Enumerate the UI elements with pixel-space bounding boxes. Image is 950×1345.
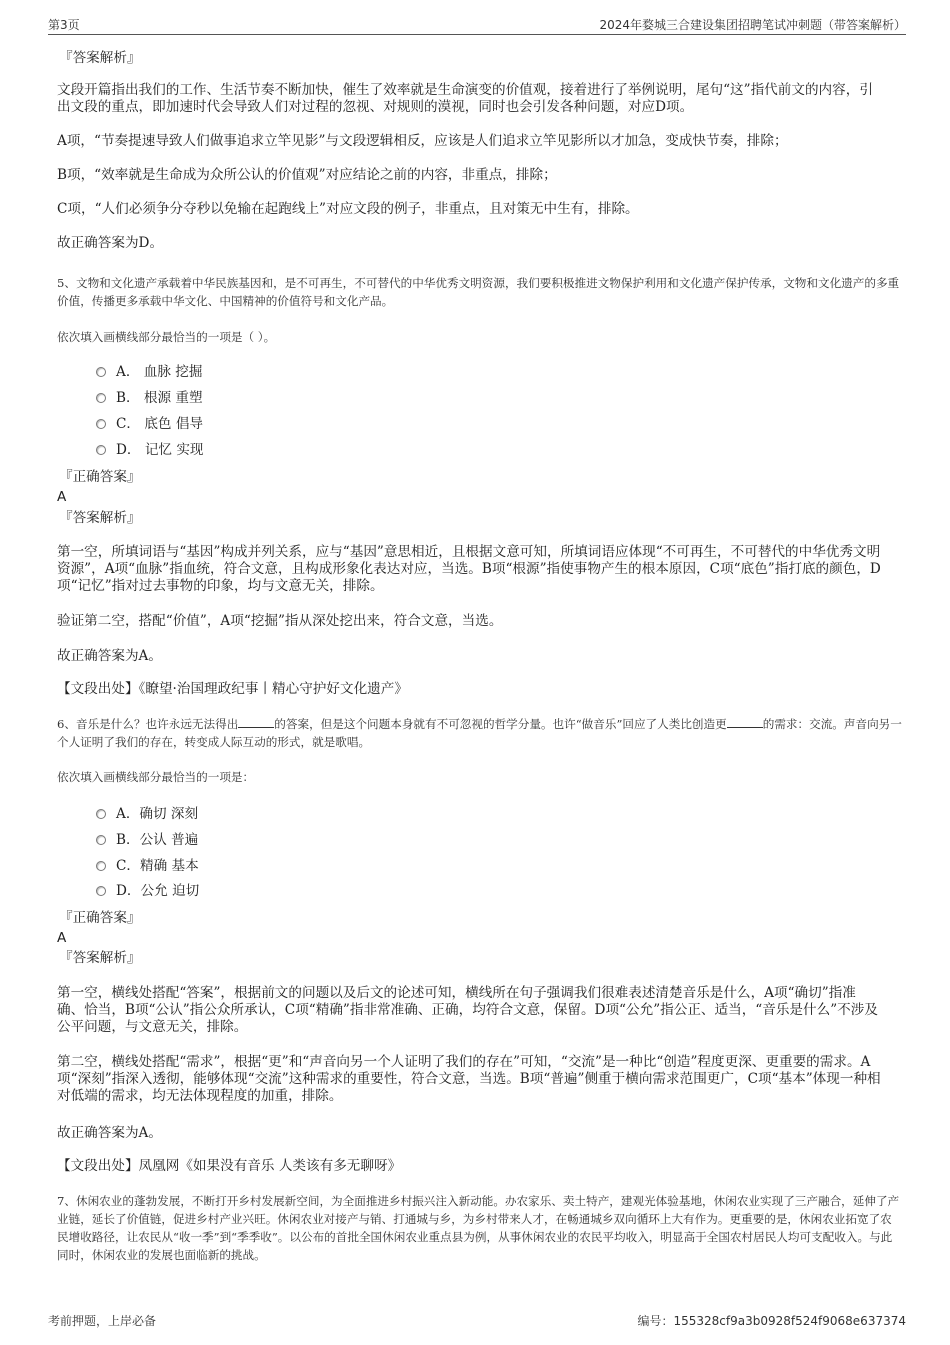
- question-stem: 7、休闲农业的蓬勃发展，不断打开乡村发展新空间，为全面推进乡村振兴注入新动能。办农家乐、卖土特产，建观光体验基地，休闲农业实现了三产融合，延伸了产业链，延长了价值链，促进乡村产业兴旺。休闲农业对接产与销、打通城与乡，为乡村带来人才，在畅通城乡双向循环上大有作为。更重要的是，休闲农业拓宽了农民增收路径，让农民从“收一季”到“季季收”。以公布的首批全国休闲农业重点县为例，从事休闲农业的农民平均收入，明显高于全国农村居民人均可支配收入。与此同时，休闲农业的发展也面临新的挑战。: [57, 1194, 900, 1262]
- analysis-paragraph: 第二空，横线处搭配“需求”，根据“更”和“声音向另一个人证明了我们的存在”可知，“交流”是一种比“创造”程度更深、更重要的需求。A项“深刻”指深入透彻，能够体现“交流”这种需求的重要性，符合文意，当选。B项“普遍”侧重于横向需求范围更广，C项“基本”体现一种相对低端的需求，均无法体现程度的加重，排除。: [57, 1054, 881, 1104]
- document-id: 编号：155328cf9a3b0928f524f9068e637374: [637, 1314, 906, 1328]
- analysis-label: 『答案解析』: [59, 950, 141, 966]
- analysis-paragraph: A项，“节奏提速导致人们做事追求立竿见影”与文段逻辑相反，应该是人们追求立竿见影所以才加急，变成快节奏，排除；: [57, 133, 788, 149]
- radio-icon[interactable]: [96, 861, 106, 871]
- option-a[interactable]: A．确切 深刻: [96, 805, 198, 823]
- analysis-paragraph: 文段开篇指出我们的工作、生活节奏不断加快，催生了效率就是生命演变的价值观，接着进行了举例说明，尾句“这”指代前文的内容，引出文段的重点，即加速时代会导致人们对过程的忽视、对规则的漠视，同时也会引发各种问题，对应D项。: [57, 82, 873, 115]
- passage-source: 【文段出处】《瞭望·治国理政纪事丨精心守护好文化遗产》: [57, 681, 408, 697]
- option-b[interactable]: B． 根源 重塑: [96, 389, 203, 407]
- passage-source: 【文段出处】凤凰网《如果没有音乐 人类该有多无聊呀》: [57, 1158, 402, 1174]
- option-c[interactable]: C．精确 基本: [96, 857, 199, 875]
- document-title: 2024年婺城三合建设集团招聘笔试冲刺题（带答案解析）: [599, 18, 906, 32]
- question-prompt: 依次填入画横线部分最恰当的一项是：: [57, 770, 255, 784]
- radio-icon[interactable]: [96, 393, 106, 403]
- correct-answer: A: [57, 930, 67, 946]
- page-footer: [48, 1310, 906, 1330]
- analysis-paragraph: 第一空，横线处搭配“答案”，根据前文的问题以及后文的论述可知，横线所在句子强调我们很难表述清楚音乐是什么，A项“确切”指准确、恰当，B项“公认”指公众所承认，C项“精确”指非常准确、正确，均符合文意，保留。D项“公允”指公正、适当，“音乐是什么”不涉及公平问题，与文意无关，排除。: [57, 985, 878, 1035]
- radio-icon[interactable]: [96, 886, 106, 896]
- page-number: 第3页: [48, 18, 80, 32]
- option-d[interactable]: D．公允 迫切: [96, 882, 199, 900]
- analysis-label: 『答案解析』: [59, 50, 141, 66]
- analysis-paragraph: 第一空，所填词语与“基因”构成并列关系，应与“基因”意思相近，且根据文意可知，所填词语应体现“不可再生，不可替代的中华优秀文明资源”，A项“血脉”指血统，符合文意，且构成形象化表达对应，当选。B项“根源”指使事物产生的根本原因，C项“底色”指打底的颜色，D项“记忆”指对过去事物的印象，均与文意无关，排除。: [57, 544, 881, 594]
- correct-answer-label: 『正确答案』: [59, 910, 141, 926]
- radio-icon[interactable]: [96, 835, 106, 845]
- footer-slogan: 考前押题，上岸必备: [48, 1314, 157, 1328]
- option-d[interactable]: D． 记忆 实现: [96, 441, 204, 459]
- analysis-paragraph: B项，“效率就是生命成为众所公认的价值观”对应结论之前的内容，非重点，排除；: [57, 167, 557, 183]
- fill-blank: [727, 716, 763, 728]
- option-c[interactable]: C． 底色 倡导: [96, 415, 203, 433]
- radio-icon[interactable]: [96, 809, 106, 819]
- question-stem: 5、文物和文化遗产承载着中华民族基因和，是不可再生，不可替代的中华优秀文明资源，我们要积极推进文物保护利用和文化遗产保护传承，文物和文化遗产的多重价值，传播更多承载中华文化、中国精神的价值符号和文化产品。: [57, 276, 900, 308]
- correct-answer-label: 『正确答案』: [59, 469, 141, 485]
- analysis-conclusion: 故正确答案为A。: [57, 648, 162, 664]
- correct-answer: A: [57, 489, 67, 505]
- radio-icon[interactable]: [96, 445, 106, 455]
- analysis-conclusion: 故正确答案为A。: [57, 1125, 162, 1141]
- radio-icon[interactable]: [96, 419, 106, 429]
- fill-blank: [238, 716, 274, 728]
- question-prompt: 依次填入画横线部分最恰当的一项是（ ）。: [57, 330, 276, 344]
- question-stem: 6、音乐是什么？也许永远无法得出 的答案，但是这个问题本身就有不可忽视的哲学分量。也许“做音乐”回应了人类比创造更 的需求：交流。声音向另一个人证明了我们的存在，转变成人际互动的形式，就是歌唱。: [57, 717, 902, 749]
- analysis-paragraph: C项，“人们必须争分夺秒以免输在起跑线上”对应文段的例子，非重点，且对策无中生有，排除。: [57, 201, 639, 217]
- analysis-conclusion: 故正确答案为D。: [57, 235, 164, 251]
- page-header: [48, 14, 906, 35]
- option-a[interactable]: A． 血脉 挖掘: [96, 363, 202, 381]
- analysis-label: 『答案解析』: [59, 510, 141, 526]
- option-b[interactable]: B．公认 普遍: [96, 831, 198, 849]
- radio-icon[interactable]: [96, 367, 106, 377]
- analysis-paragraph: 验证第二空，搭配“价值”，A项“挖掘”指从深处挖出来，符合文意，当选。: [57, 613, 503, 629]
